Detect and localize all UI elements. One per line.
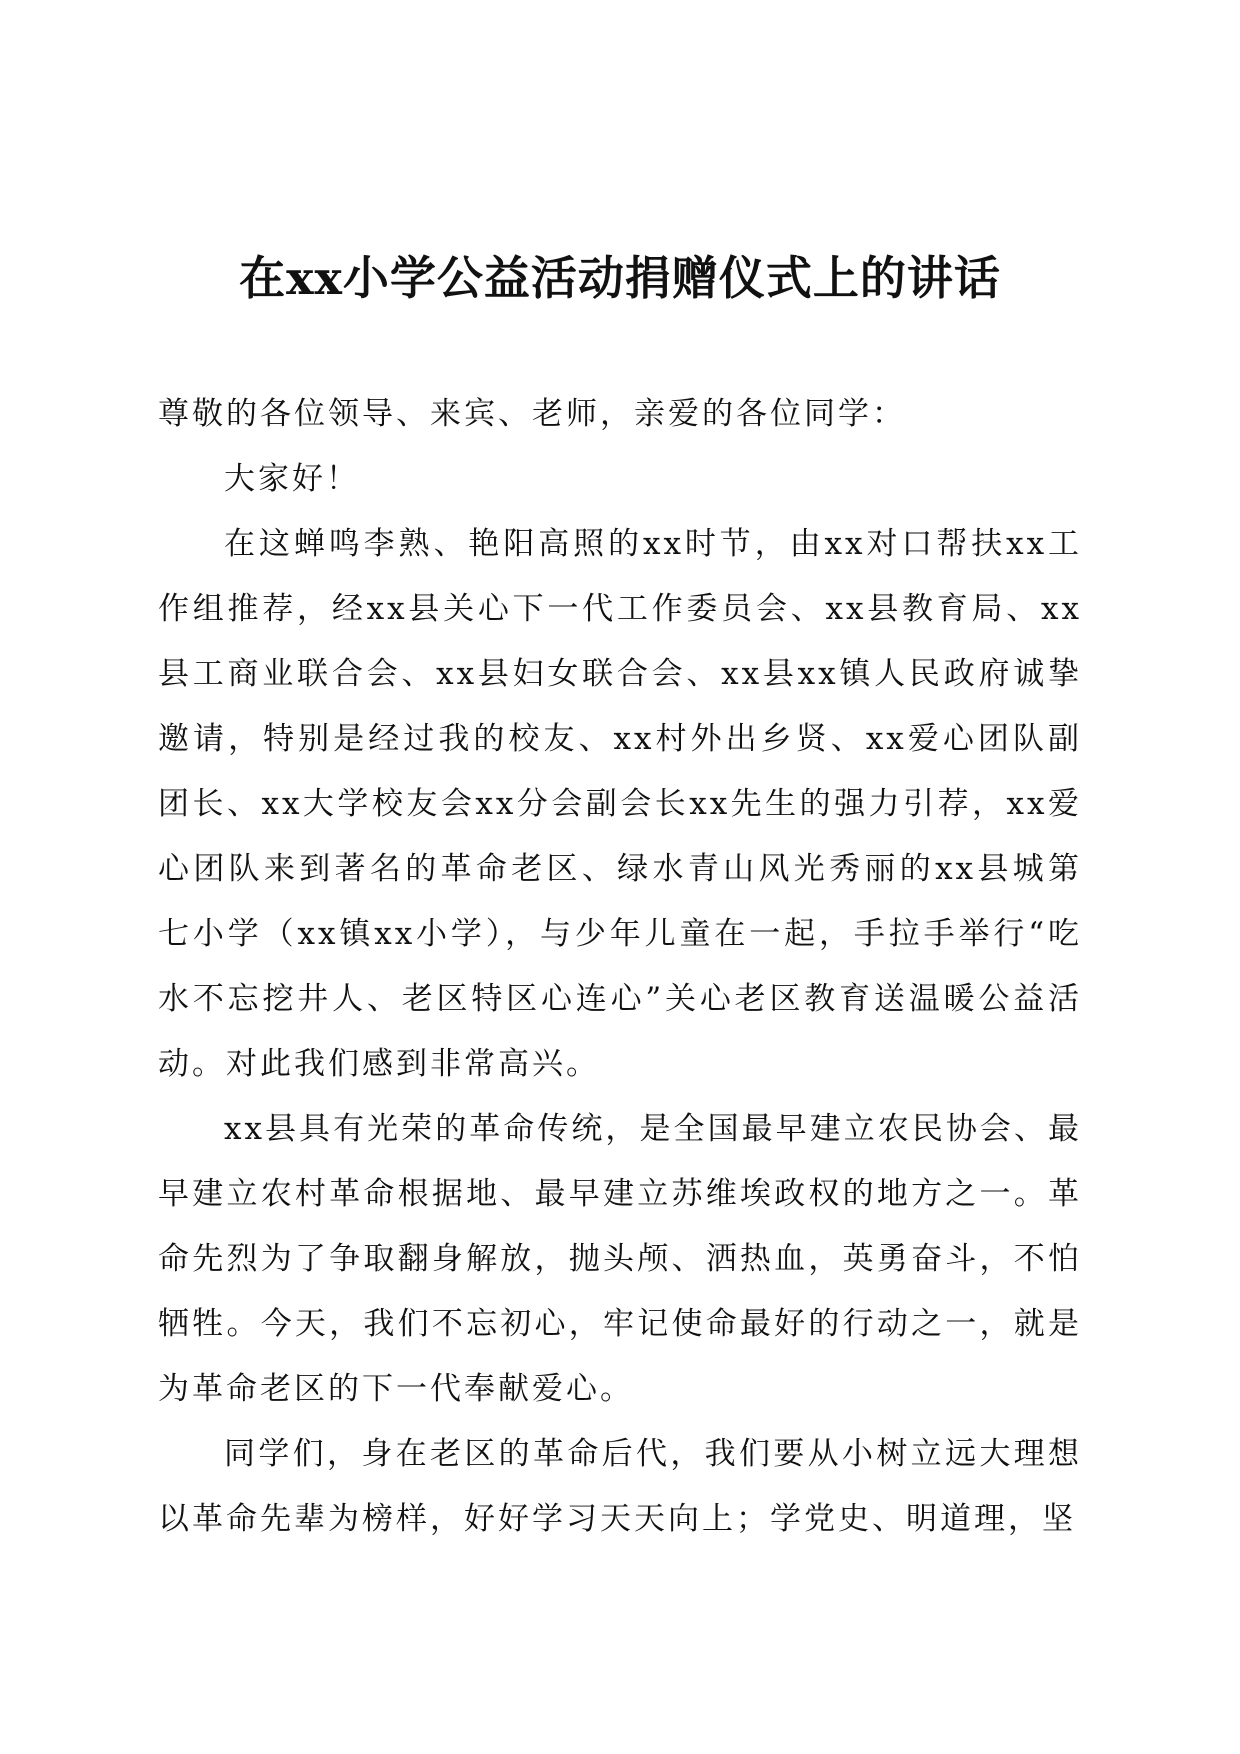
document-body <box>158 382 1082 1552</box>
paragraph-3: 同学们，身在老区的革命后代，我们要从小树立远大理想以革命先辈为榜样，好好学习天天向上；学党史、明道理，坚 <box>158 1436 1082 1537</box>
salutation: 尊敬的各位领导、来宾、老师，亲爱的各位同学： <box>158 396 906 432</box>
paragraph-1: 在这蝉鸣李熟、艳阳高照的xx时节，由xx对口帮扶xx工作组推荐，经xx县关心下一代工作委员会、xx县教育局、xx县工商业联合会、xx县妇女联合会、xx县xx镇人民政府诚挚邀请，特别是经过我的校友、xx村外出乡贤、xx爱心团队副团长、xx大学校友会xx分会副会长xx先生的强力引荐，xx爱心团队来到著名的革命老区、绿水青山风光秀丽的xx县城第七小学（xx镇xx小学），与少年儿童在一起，手拉手举行“吃水不忘挖井人、老区特区心连心”关心老区教育送温暖公益活动。对此我们感到非常高兴。 <box>158 526 1082 1082</box>
greeting: 大家好！ <box>224 461 360 497</box>
paragraph-2: xx县具有光荣的革命传统，是全国最早建立农民协会、最早建立农村革命根据地、最早建立苏维埃政权的地方之一。革命先烈为了争取翻身解放，抛头颅、洒热血，英勇奋斗，不怕牺牲。今天，我们不忘初心，牢记使命最好的行动之一，就是为革命老区的下一代奉献爱心。 <box>158 1111 1082 1407</box>
document-title: 在xx小学公益活动捐赠仪式上的讲话 <box>239 251 1001 305</box>
